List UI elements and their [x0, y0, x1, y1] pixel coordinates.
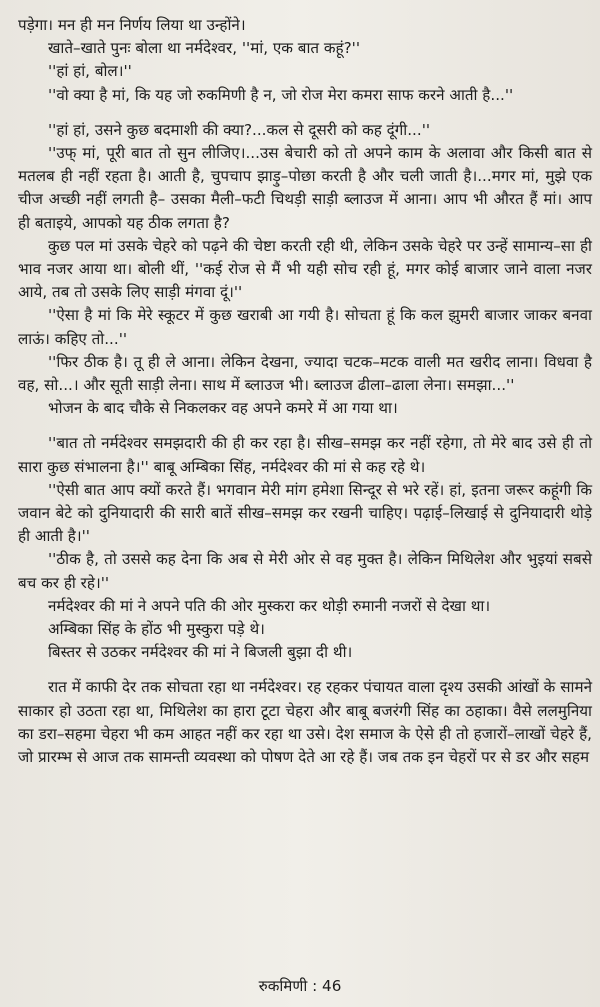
paragraph-7: कुछ पल मां उसके चेहरे को पढ़ने की चेष्टा करती रही थी, लेकिन उसके चेहरे पर उन्हें सामान्य–सा ही भाव नजर आया था। बोली थीं, ''कई रोज से मैं भी यही सोच रही हूं, मगर कोई बाजार जाने वाला नजर आये, तब तो उसके लिए साड़ी मंगवा दूं।''	[18, 236, 592, 302]
paragraph-4: ''वो क्या है मां, कि यह जो रुकमिणी है न, जो रोज मेरा कमरा साफ करने आती है...''	[48, 85, 514, 104]
paragraph-16: बिस्तर से उठकर नर्मदेश्वर की मां ने बिजली बुझा दी थी।	[48, 643, 353, 662]
paragraph-14: नर्मदेश्वर की मां ने अपने पति की ओर मुस्करा कर थोड़ी रुमानी नजरों से देखा था।	[48, 596, 491, 615]
page-body	[18, 14, 592, 769]
page-footer: रुकमिणी : 46	[258, 977, 342, 995]
paragraph-11: ''बात तो नर्मदेश्वर समझदारी की ही कर रहा है। सीख–समझ कर नहीं रहेगा, तो मेरे बाद उसे ही तो सारा कुछ संभालना है।'' बाबू अम्बिका सिंह, नर्मदेश्वर की मां से कह रहे थे।	[18, 434, 592, 476]
paragraph-9: ''फिर ठीक है। तू ही ले आना। लेकिन देखना, ज्यादा चटक–मटक वाली मत खरीद लाना। विधवा है वह, सो...। और सूती साड़ी लेना। साथ में ब्लाउज भी। ब्लाउज ढीला–ढाला लेना। समझा...''	[18, 352, 592, 395]
paragraph-13: ''ठीक है, तो उससे कह देना कि अब से मेरी ओर से वह मुक्त है। लेकिन मिथिलेश और भुइयां सबसे बच कर ही रहे।''	[18, 550, 592, 592]
paragraph-5: ''हां हां, उसने कुछ बदमाशी की क्या?...कल से दूसरी को कह दूंगी...''	[48, 120, 431, 139]
paragraph-3: ''हां हां, बोल।''	[48, 62, 132, 81]
paragraph-17: रात में काफी देर तक सोचता रहा था नर्मदेश्वर। रह रहकर पंचायत वाला दृश्य उसकी आंखों के सामने साकार हो उठता रहा था, मिथिलेश का हारा टूटा चेहरा और बाबू बजरंगी सिंह का ठहाका। वैसे ललमुनिया का डरा–सहमा चेहरा भी कम आहत नहीं कर रहा था उसे। देश समाज के ऐसे ही तो हजारों–लाखों चेहरे हैं, जो प्रारम्भ से आज तक सामन्ती व्यवस्था को पोषण देते आ रहे हैं। जब तक इन चेहरों पर से डर और सहम	[18, 678, 592, 767]
paragraph-10: भोजन के बाद चौके से निकलकर वह अपने कमरे में आ गया था।	[48, 399, 398, 418]
paragraph-15: अम्बिका सिंह के होंठ भी मुस्कुरा पड़े थे।	[48, 620, 265, 639]
paragraph-1: पड़ेगा। मन ही मन निर्णय लिया था उन्होंने।	[18, 16, 246, 34]
paragraph-2: खाते–खाते पुनः बोला था नर्मदेश्वर, ''मां, एक बात कहूं?''	[48, 39, 361, 58]
paragraph-12: ''ऐसी बात आप क्यों करते हैं। भगवान मेरी मांग हमेशा सिन्दूर से भरे रहें। हां, इतना जरूर कहूंगी कि जवान बेटे को दुनियादारी की सारी बातें सीख–समझ कर रखनी चाहिए। पढ़ाई–लिखाई से दुनियादारी थोड़े ही आती है।''	[18, 480, 592, 546]
paragraph-8: ''ऐसा है मां कि मेरे स्कूटर में कुछ खराबी आ गयी है। सोचता हूं कि कल झुमरी बाजार जाकर बनवा लाऊं। कहिए तो...''	[18, 306, 592, 348]
paragraph-6: ''उफ् मां, पूरी बात तो सुन लीजिए।...उस बेचारी को तो अपने काम के अलावा और किसी बात से मतलब ही नहीं रहता है। आती है, चुपचाप झाड़ु–पोछा करती है और चली जाती है।...मगर मां, मुझे एक चीज अच्छी नहीं लगती है– उसका मैली–फटी चिथड़ी साड़ी ब्लाउज में आना। आप भी औरत हैं मां। आप ही बताइये, आपको यह ठीक लगता है?	[18, 144, 592, 232]
